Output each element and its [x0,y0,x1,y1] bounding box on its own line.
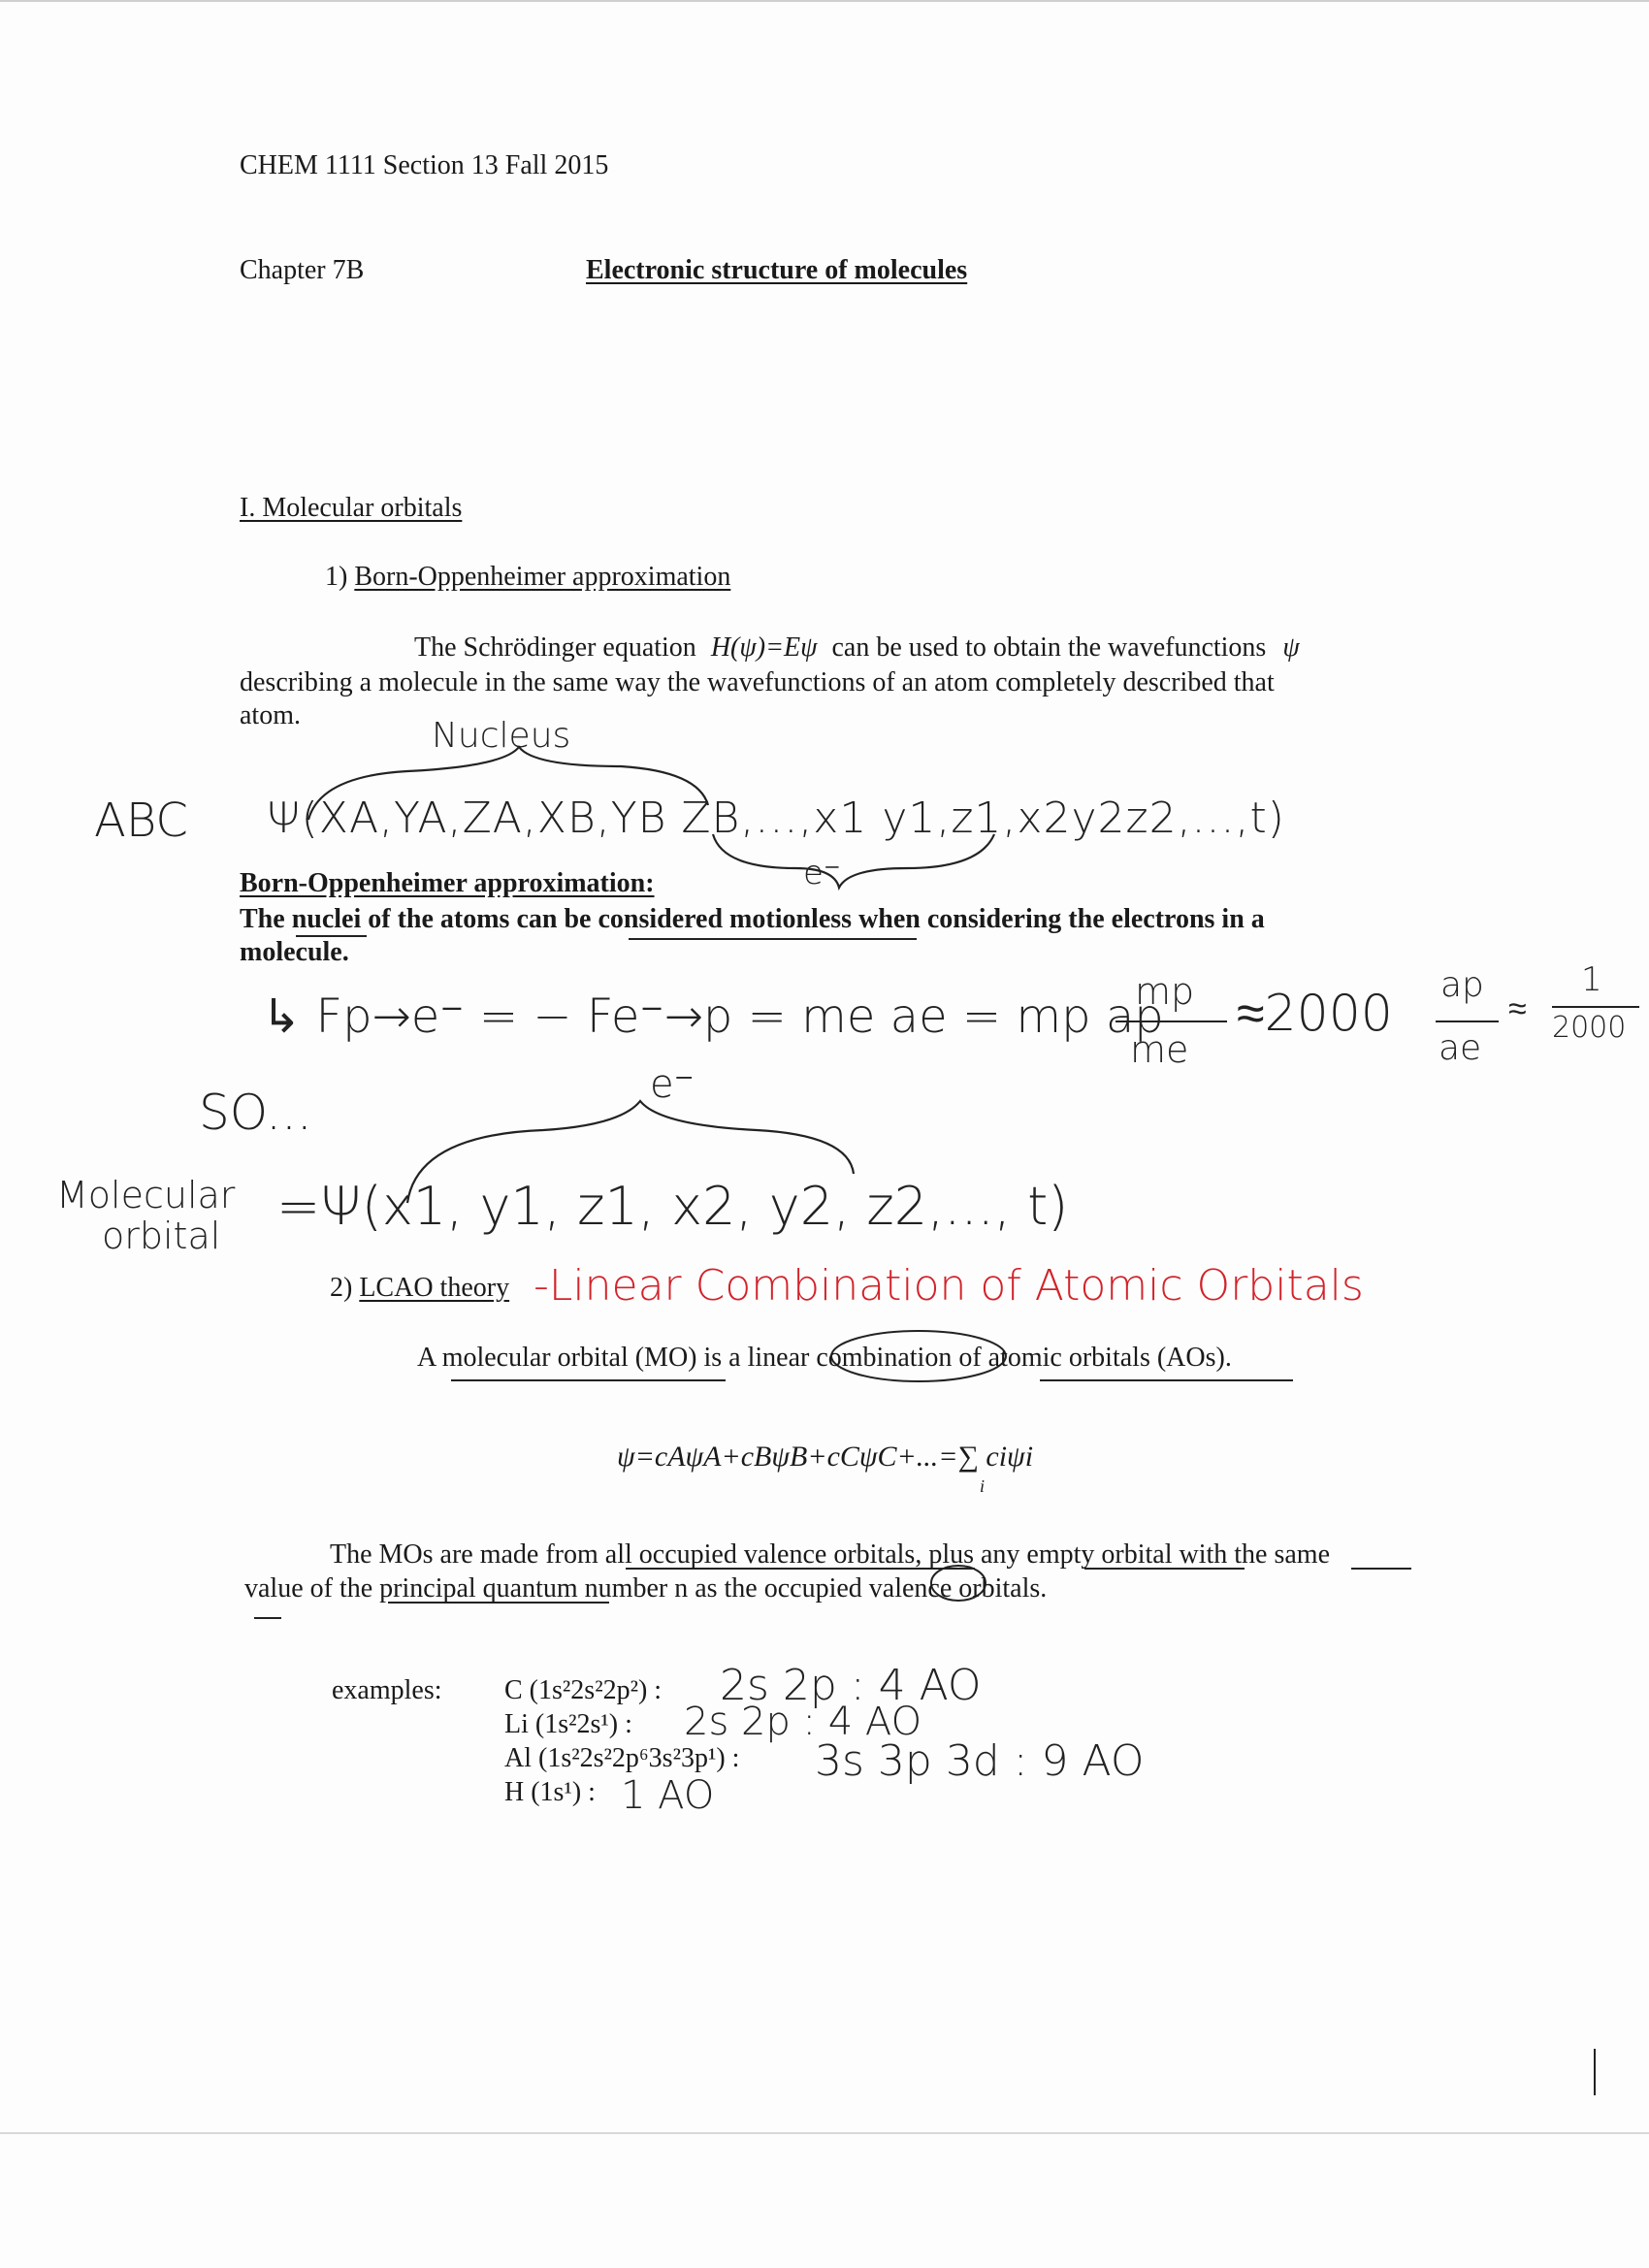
example-hand-li: 2s 2p : 4 AO [684,1700,922,1744]
subsection-title: Born-Oppenheimer approximation [354,562,731,592]
hand-mo-equation: =Ψ(x1, y1, z1, x2, y2, z2,..., t) [276,1176,1069,1237]
bo-motionless: considered motionless [598,904,853,934]
hand-acc-num: ap [1440,965,1484,1005]
hand-so: SO... [199,1085,312,1141]
hand-electron-label: e⁻ [803,854,841,892]
hand-frac-den: 2000 [1552,1011,1627,1045]
lcao-sum-index: i [980,1476,986,1496]
subsection-2-title: LCAO theory [359,1273,510,1303]
bo-statement [240,902,1265,937]
schrodinger-equation: H(ψ)=Eψ [710,632,818,663]
bo-text-a: The [240,904,292,934]
bo-nuclei: nuclei [291,904,362,934]
mo-rule-line2: value of the principal quantum number n as the occupied valence orbitals. [244,1573,1048,1604]
mo-def-a: A [417,1343,442,1373]
schrodinger-line2: describing a molecule in the same way the wavefunctions of an atom completely described that [240,667,1275,697]
subsection-number: 1) [325,562,348,592]
hand-approx-2000: ≈2000 [1237,985,1393,1043]
example-config: H (1s¹) : [504,1777,596,1807]
subsection-2 [330,1273,509,1304]
mo-rule-line1: The MOs are made from all occupied valence orbitals, plus any empty orbital with the same [330,1539,1331,1570]
bo-text-c: when considering the electrons in a [852,904,1265,934]
bo-heading: Born-Oppenheimer approximation: [240,868,655,898]
bo-statement-line2: molecule. [240,937,349,967]
subsection-2-number: 2) [330,1273,353,1303]
mo-def-combination: combination [816,1343,953,1373]
example-config: C (1s²2s²2p²) : [504,1675,663,1705]
lcao-equation: ψ=cAψA+cBψB+cCψC+...=∑ ciψi [617,1441,1034,1473]
hand-electron-label-2: e⁻ [650,1062,695,1107]
example-hand-h: 1 AO [621,1773,715,1818]
hand-approx2: ≈ [1508,989,1527,1028]
schrodinger-rest: can be used to obtain the wavefunctions [831,632,1267,663]
hand-dash: - [534,1261,549,1311]
schrodinger-line3: atom. [240,700,301,730]
hand-acc-den: ae [1439,1028,1482,1068]
example-row-c [504,1675,662,1706]
examples-label: examples: [332,1675,442,1705]
mo-definition [417,1341,1232,1376]
psi-symbol: ψ [1282,632,1300,663]
example-hand-al: 3s 3p 3d : 9 AO [815,1736,1145,1786]
course-header: CHEM 1111 Section 13 Fall 2015 [240,150,609,180]
scan-edge-bottom [0,2132,1649,2134]
schrodinger-lead: The Schrödinger equation [414,632,696,663]
hand-lcao-expansion [534,1261,1364,1311]
hand-mo-label-2: orbital [102,1215,221,1257]
hand-nucleus: Nucleus [432,716,571,756]
hand-force-equation: ↳ Fp→e⁻ = − Fe⁻→p = me ae = mp ap [262,989,1164,1044]
section-heading: I. Molecular orbitals [240,493,463,523]
hand-wavefunction: Ψ(XA,YA,ZA,XB,YB ZB,...,x1 y1,z1,x2y2z2,...,t) [267,794,1285,843]
hand-ratio-num: mp [1135,970,1195,1013]
bo-text-b: of the atoms can be [361,904,598,934]
mo-def-mo: molecular orbital (MO) [441,1343,697,1373]
mo-def-b: is a linear [696,1343,817,1373]
example-config: Li (1s²2s¹) : [504,1709,632,1739]
hand-lcao-text: Linear Combination of Atomic Orbitals [548,1261,1364,1311]
example-row-al [504,1743,739,1774]
hand-mo-label-1: Molecular [56,1174,236,1216]
chapter-label: Chapter 7B [240,255,365,285]
example-hand-c: 2s 2p : 4 AO [720,1661,982,1710]
hand-ratio-den: me [1130,1028,1189,1071]
example-row-li [504,1709,632,1740]
chapter-title: Electronic structure of molecules [586,255,968,285]
example-row-h [504,1777,596,1808]
hand-frac-num: 1 [1581,960,1602,999]
hand-abc: ABC [94,794,188,848]
example-config: Al (1s²2s²2p⁶3s²3p¹) : [504,1743,740,1773]
mo-def-c: of [952,1343,988,1373]
mo-def-aos: atomic orbitals (AOs). [987,1343,1232,1373]
